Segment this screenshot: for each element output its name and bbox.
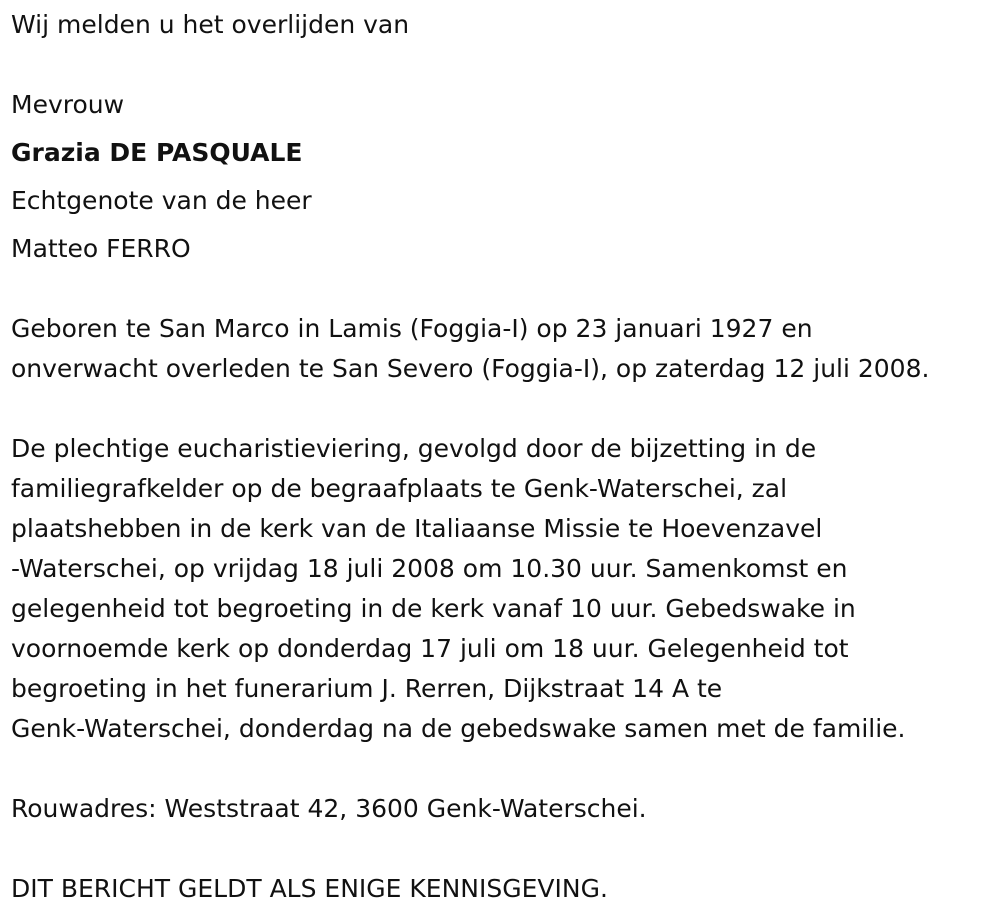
ceremony-line-2: familiegrafkelder op de begraafplaats te Genk-Waterschei, zal — [11, 474, 788, 503]
salutation-title: Mevrouw — [11, 90, 125, 119]
ceremony-line-4: -Waterschei, op vrijdag 18 juli 2008 om 10.30 uur. Samenkomst en — [11, 554, 848, 583]
notice-statement: DIT BERICHT GELDT ALS ENIGE KENNISGEVING. — [11, 874, 608, 903]
birth-line-2: onverwacht overleden te San Severo (Foggia-I), op zaterdag 12 juli 2008. — [11, 354, 930, 383]
ceremony-line-7: begroeting in het funerarium J. Rerren, Dijkstraat 14 A te — [11, 674, 723, 703]
ceremony-line-5: gelegenheid tot begroeting in de kerk vanaf 10 uur. Gebedswake in — [11, 594, 856, 623]
mourning-address: Rouwadres: Weststraat 42, 3600 Genk-Waterschei. — [11, 794, 647, 823]
ceremony-line-6: voornoemde kerk op donderdag 17 juli om 18 uur. Gelegenheid tot — [11, 634, 849, 663]
spouse-name: Matteo FERRO — [11, 234, 191, 263]
spouse-label: Echtgenote van de heer — [11, 186, 312, 215]
ceremony-line-1: De plechtige eucharistieviering, gevolgd door de bijzetting in de — [11, 434, 817, 463]
birth-line-1: Geboren te San Marco in Lamis (Foggia-I) op 23 januari 1927 en — [11, 314, 813, 343]
ceremony-line-8: Genk-Waterschei, donderdag na de gebedswake samen met de familie. — [11, 714, 906, 743]
deceased-name: Grazia DE PASQUALE — [11, 138, 303, 167]
ceremony-line-3: plaatshebben in de kerk van de Italiaanse Missie te Hoevenzavel — [11, 514, 823, 543]
intro-line: Wij melden u het overlijden van — [11, 10, 410, 39]
